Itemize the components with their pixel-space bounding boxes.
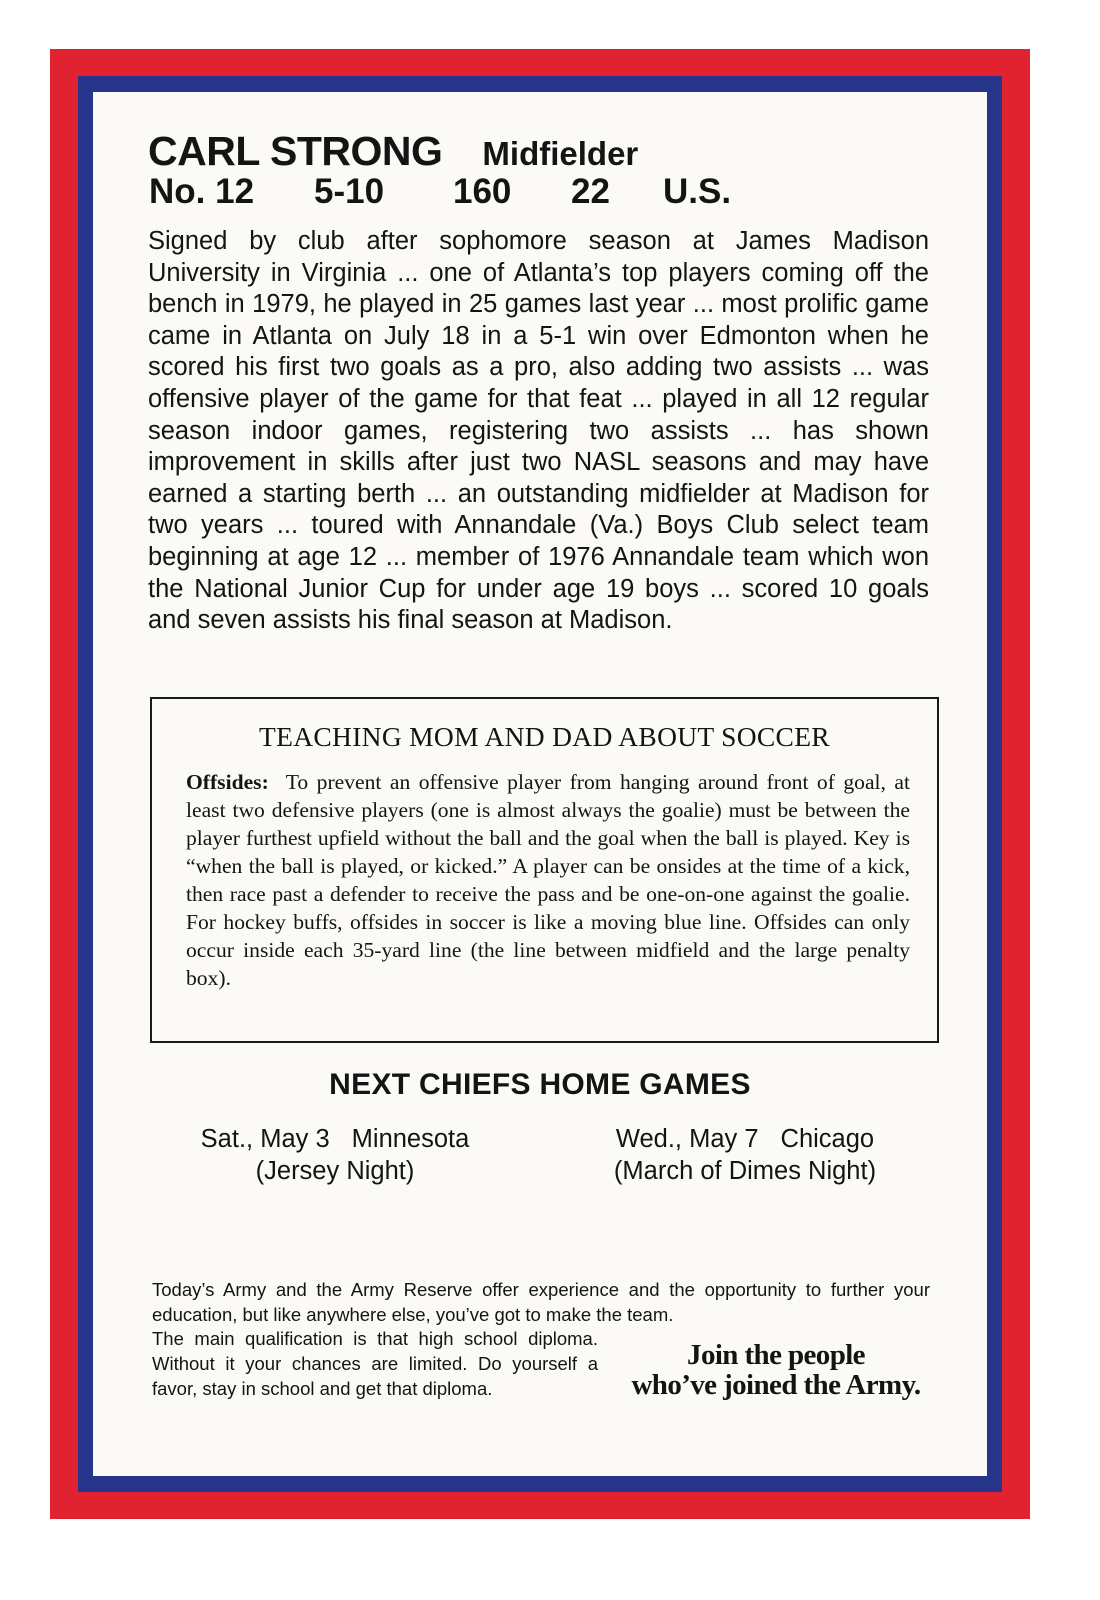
player-age: 22	[571, 172, 610, 211]
home-game-1	[170, 1123, 500, 1187]
home-game-2	[580, 1123, 910, 1187]
player-nationality: U.S.	[663, 172, 732, 211]
player-bio: Signed by club after sophomore season at James Madison University in Virginia ... one of Atlanta’s top players coming off the bench in 1979, he played in 25 games last year ... most prolific game came in Atlanta on July 18 in a 5-1 win over Edmonton when he scored his first two goals as a pro, also adding two assists ... was offensive player of the game for that feat ... played in all 12 regular season indoor games, registering two assists ... has shown improvement in skills after just two NASL seasons and may have earned a starting berth ... an outstanding midfielder at Madison for two years ... toured with Annandale (Va.) Boys Club select team beginning at age 12 ... member of 1976 Annandale team which won the National Junior Cup for under age 19 boys ... scored 10 goals and seven assists his final season at Madison.	[148, 227, 929, 635]
army-ad-text-top: Today’s Army and the Army Reserve offer experience and the opportunity to further your education, but like anywhere else, you’ve got to make the team.	[152, 1279, 930, 1325]
army-slogan-line1: Join the people	[687, 1339, 865, 1371]
teaching-text: To prevent an offensive player from hanging around front of goal, at least two defensive players (one is almost always the goalie) must be between the player furthest upfield without the ball and the goal when the ball is played. Key is “when the ball is played, or kicked.” A player can be onsides at the time of a kick, then race past a defender to receive the pass and be one-on-one against the goalie. For hockey buffs, offsides in soccer is like a moving blue line. Offsides can only occur inside each 35-yard line (the line between midfield and the large penalty box).	[186, 770, 910, 990]
player-stats	[149, 172, 731, 212]
teaching-term: Offsides:	[186, 770, 269, 794]
player-name: CARL STRONG	[148, 128, 443, 174]
player-header	[148, 128, 638, 175]
teaching-box	[150, 697, 939, 1043]
game-date: Wed., May 7	[615, 1125, 759, 1153]
home-games-title: NEXT CHIEFS HOME GAMES	[329, 1068, 751, 1101]
player-height: 5-10	[314, 172, 385, 211]
army-slogan-line2: who’ve joined the Army.	[631, 1369, 921, 1401]
game-promo: (March of Dimes Night)	[613, 1157, 877, 1185]
game-opponent: Minnesota	[351, 1125, 470, 1153]
player-weight: 160	[453, 172, 512, 211]
player-number: No. 12	[149, 172, 255, 211]
game-opponent: Chicago	[780, 1125, 875, 1153]
teaching-title: TEACHING MOM AND DAD ABOUT SOCCER	[259, 721, 830, 752]
game-date: Sat., May 3	[200, 1125, 330, 1153]
player-position: Midfielder	[482, 135, 639, 172]
game-promo: (Jersey Night)	[255, 1157, 415, 1185]
teaching-body	[186, 768, 910, 992]
army-slogan	[606, 1340, 946, 1400]
army-ad-text-left: The main qualification is that high school diploma. Without it your chances are limited. Do yourself a favor, stay in school and get that diploma.	[152, 1328, 598, 1399]
